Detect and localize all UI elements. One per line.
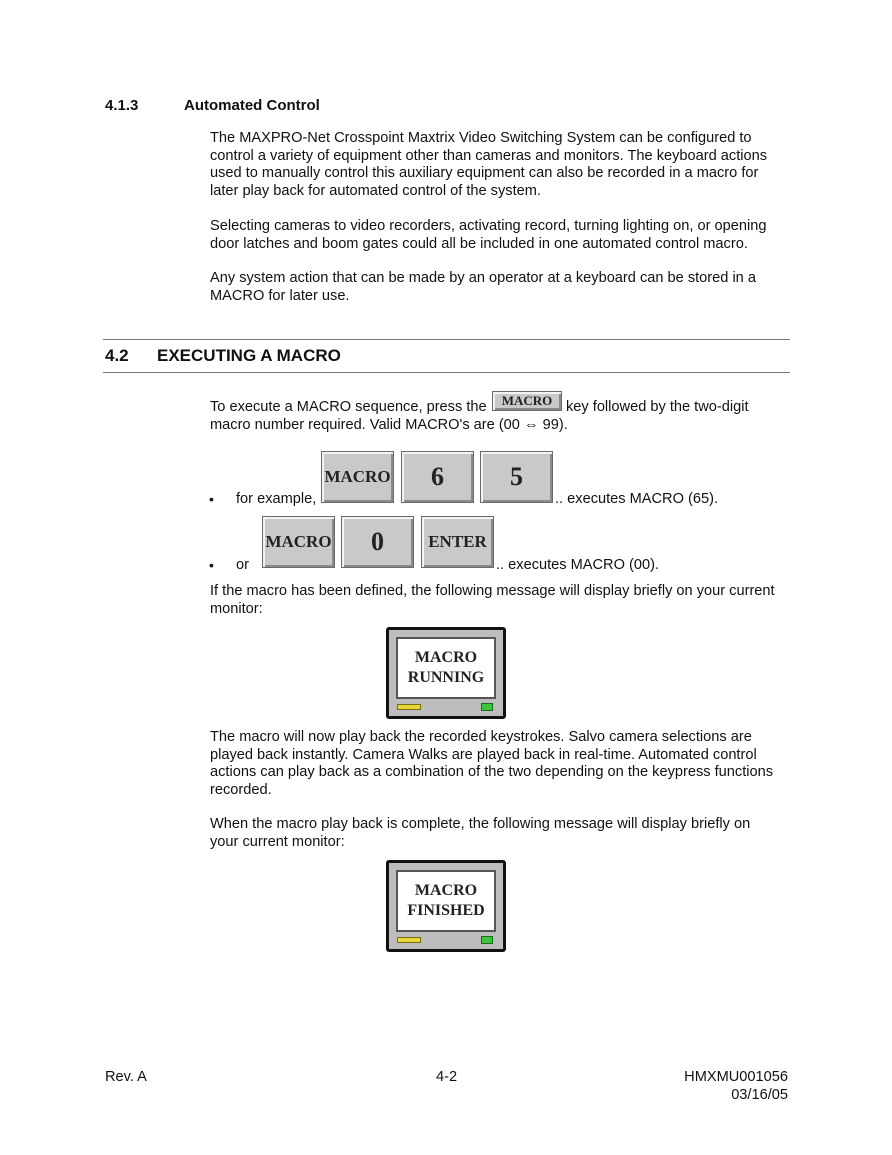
- macro-key-inline: MACRO: [492, 391, 562, 411]
- text-line: actions can play back as a combination of the two depending on the keypress functions: [210, 764, 774, 780]
- green-indicator-icon: [481, 703, 493, 711]
- footer-revision: Rev. A: [105, 1069, 147, 1085]
- monitor-screen: [396, 637, 496, 699]
- digit-0-key: 0: [341, 516, 414, 568]
- example-result: .. executes MACRO (65).: [555, 491, 719, 507]
- example-result: .. executes MACRO (00).: [496, 557, 660, 573]
- text-line: Any system action that can be made by an operator at a keyboard can be stored in a: [210, 270, 756, 286]
- footer-doc-number: HMXMU001056: [684, 1069, 788, 1085]
- intro-text-before-key: To execute a MACRO sequence, press the: [210, 399, 487, 415]
- intro-text-line2: macro number required. Valid MACRO's are (00 ⇔ 99).: [210, 417, 568, 433]
- section-number: 4.1.3: [105, 97, 139, 114]
- yellow-indicator-icon: [397, 704, 421, 710]
- divider-bottom: [103, 372, 790, 373]
- bullet: •: [209, 557, 214, 573]
- enter-key: ENTER: [421, 516, 494, 568]
- digit-5-key: 5: [480, 451, 553, 503]
- paragraph-defined-message: [210, 583, 795, 618]
- text-line: If the macro has been defined, the following message will display briefly on your current: [210, 583, 775, 599]
- paragraph-playback: [210, 729, 795, 799]
- monitor-macro-finished: [386, 860, 506, 952]
- macro-key: MACRO: [262, 516, 335, 568]
- example-lead: or: [236, 557, 249, 573]
- monitor-screen: [396, 870, 496, 932]
- example-lead: for example,: [236, 491, 317, 507]
- footer-date: 03/16/05: [731, 1086, 788, 1103]
- paragraph-automated-control-2: [210, 218, 795, 253]
- monitor-text-line: RUNNING: [407, 669, 485, 686]
- text-line: monitor:: [210, 600, 263, 617]
- text-line: When the macro play back is complete, the following message will display briefly on: [210, 816, 751, 832]
- footer-doc-id: [684, 1069, 788, 1104]
- text-line: door latches and boom gates could all be included in one automated control macro.: [210, 235, 748, 252]
- text-line: recorded.: [210, 781, 272, 798]
- section-title: EXECUTING A MACRO: [157, 346, 341, 365]
- section-number: 4.2: [105, 346, 129, 365]
- text-line: control a variety of equipment other than cameras and monitors. The keyboard actions: [210, 147, 768, 164]
- footer-page-number: 4-2: [436, 1069, 458, 1085]
- text-line: played back instantly. Camera Walks are played back in real-time. Automated control: [210, 746, 757, 763]
- text-line: later play back for automated control of the system.: [210, 182, 541, 199]
- monitor-text-line: MACRO: [414, 882, 478, 899]
- paragraph-automated-control-1: [210, 130, 795, 200]
- text-line: Selecting cameras to video recorders, activating record, turning lighting on, or opening: [210, 218, 767, 234]
- paragraph-automated-control-3: [210, 270, 795, 305]
- green-indicator-icon: [481, 936, 493, 944]
- section-title: Automated Control: [184, 97, 320, 114]
- divider-top: [103, 339, 790, 340]
- digit-6-key: 6: [401, 451, 474, 503]
- bullet: •: [209, 491, 214, 507]
- text-line: The macro will now play back the recorded keystrokes. Salvo camera selections are: [210, 729, 752, 745]
- yellow-indicator-icon: [397, 937, 421, 943]
- monitor-text-line: FINISHED: [407, 902, 485, 919]
- monitor-text-line: MACRO: [414, 649, 478, 666]
- monitor-macro-running: [386, 627, 506, 719]
- text-line: MACRO for later use.: [210, 287, 350, 304]
- intro-text-after-key: key followed by the two-digit: [566, 399, 749, 415]
- macro-key: MACRO: [321, 451, 394, 503]
- text-line: used to manually control this auxiliary equipment can also be recorded in a macro for: [210, 165, 759, 181]
- paragraph-complete-message: [210, 816, 795, 851]
- text-line: The MAXPRO-Net Crosspoint Maxtrix Video Switching System can be configured to: [210, 130, 752, 146]
- text-line: your current monitor:: [210, 833, 345, 850]
